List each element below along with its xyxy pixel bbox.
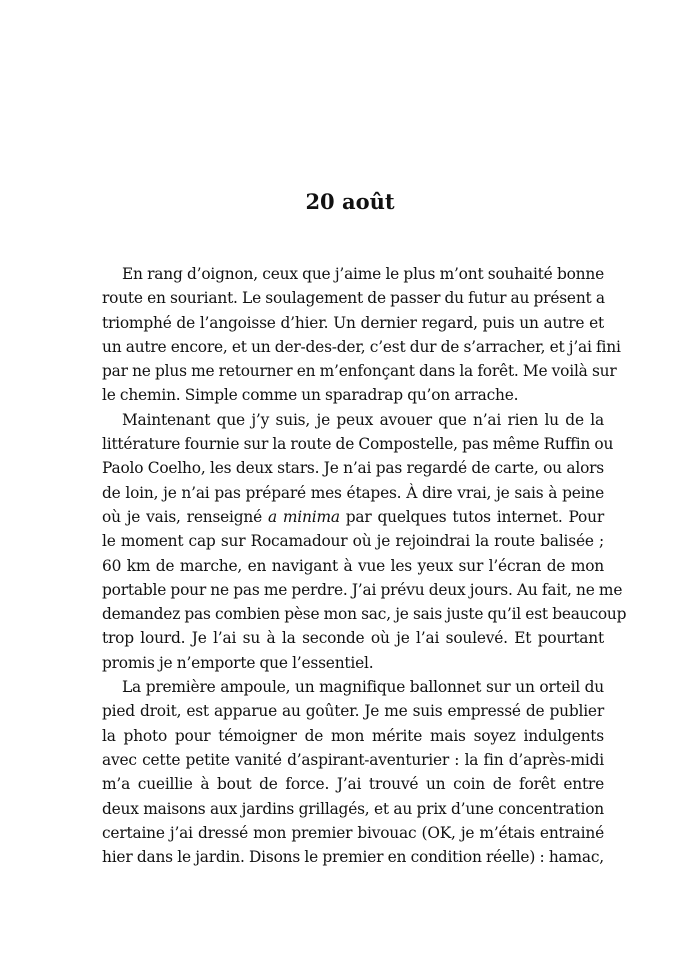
text-line: promis je n’emporte que l’essentiel. [102,653,374,672]
text-line: littérature fournie sur la route de Compostelle, pas même Ruffin ou [102,435,614,454]
text-line: Paolo Coelho, les deux stars. Je n’ai pas regardé de carte, ou alors [102,459,604,478]
text-line-with-emphasis [102,505,604,529]
text-line: triomphé de l’angoisse d’hier. Un dernier regard, puis un autre et [102,313,604,332]
body-text [102,262,627,869]
text-line: deux maisons aux jardins grillagés, et au prix d’une concentration [102,799,604,818]
text-segment: où je vais, renseigné [102,507,268,526]
text-line: demandez pas combien pèse mon sac, je sais juste qu’il est beaucoup [102,605,627,624]
text-line: le moment cap sur Rocamadour où je rejoindrai la route balisée ; [102,532,604,551]
text-line: la photo pour témoigner de mon mérite mais soyez indulgents [102,726,604,745]
text-line: route en souriant. Le soulagement de passer du futur au présent a [102,289,605,308]
text-line: 60 km de marche, en navigant à vue les yeux sur l’écran de mon [102,556,604,575]
text-line: certaine j’ai dressé mon premier bivouac (OK, je m’étais entrainé [102,823,604,842]
text-line: trop lourd. Je l’ai su à la seconde où je l’ai soulevé. Et pourtant [102,629,604,648]
text-line: le chemin. Simple comme un sparadrap qu’on arrache. [102,386,519,405]
text-line: En rang d’oignon, ceux que j’aime le plus m’ont souhaité bonne [122,265,604,283]
text-line: pied droit, est apparue au goûter. Je me suis empressé de publier [102,702,604,721]
text-line: Maintenant que j’y suis, je peux avouer que n’ai rien lu de la [122,410,604,429]
text-line: avec cette petite vanité d’aspirant-aventurier : la fin d’après-midi [102,750,604,769]
chapter-title: 20 août [305,189,395,214]
text-line: La première ampoule, un magnifique ballonnet sur un orteil du [122,678,604,697]
text-line: hier dans le jardin. Disons le premier en condition réelle) : hamac, [102,848,604,867]
text-line: par ne plus me retourner en m’enfonçant dans la forêt. Me voilà sur [102,362,617,381]
text-line: un autre encore, et un der-des-der, c’est dur de s’arracher, et j’ai fini [102,337,621,356]
text-line: portable pour ne pas me perdre. J’ai prévu deux jours. Au fait, ne me [102,580,623,599]
latin-emphasis: a minima [267,507,340,526]
text-segment: par quelques tutos internet. Pour [339,507,604,526]
text-line: m’a cueillie à bout de force. J’ai trouvé un coin de forêt entre [102,775,604,794]
text-line: de loin, je n’ai pas préparé mes étapes. À dire vrai, je sais à peine [102,483,604,502]
